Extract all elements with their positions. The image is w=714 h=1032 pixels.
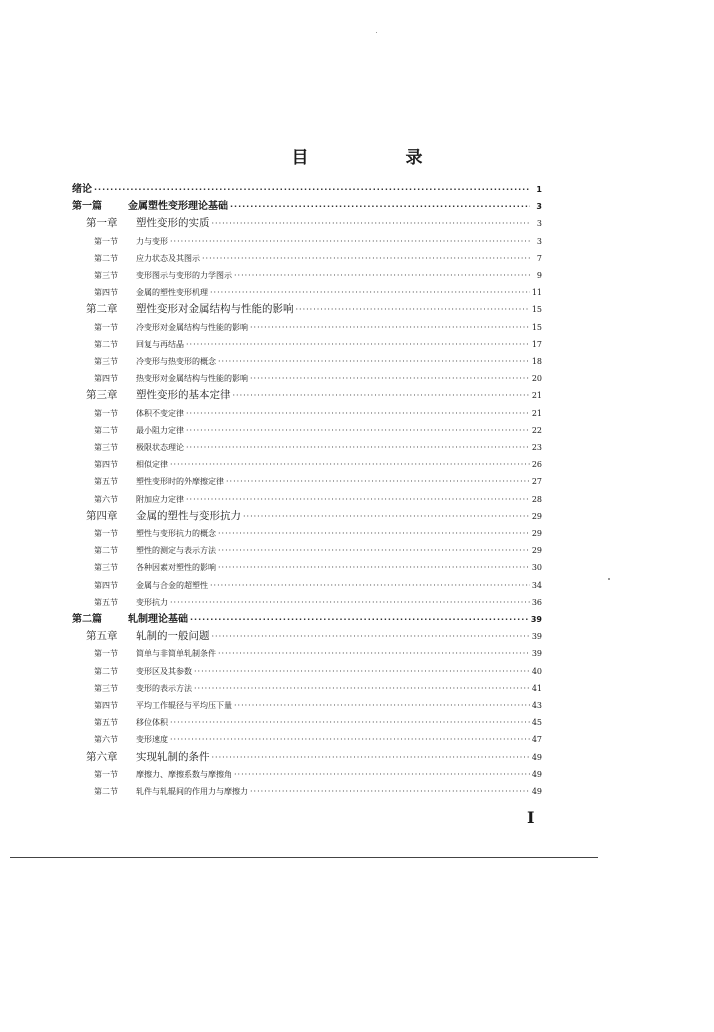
dot-leader <box>212 215 531 232</box>
toc-entry <box>94 542 542 559</box>
scan-speck <box>376 32 377 33</box>
toc-entry-page: 3 <box>536 202 542 212</box>
toc-entry-label <box>94 456 168 473</box>
toc-entry-page: 15 <box>531 322 542 332</box>
toc-entry-page: 45 <box>531 718 542 728</box>
toc-entry-page: 26 <box>531 460 542 470</box>
toc-entry-title: 移位体积 <box>136 718 168 728</box>
toc-entry-label <box>94 731 168 748</box>
dot-leader <box>212 628 530 645</box>
toc-entry-title: 变形图示与变形的力学图示 <box>136 271 232 280</box>
toc-entry-label <box>94 353 216 370</box>
toc-entry-title: 塑性变形的基本定律 <box>136 389 231 402</box>
page-folio: I <box>527 808 535 827</box>
toc-entry-number: 第五节 <box>94 718 118 728</box>
toc-entry-title: 应力状态及其图示 <box>136 253 200 263</box>
toc-entry-title: 塑性变形的实质 <box>136 217 210 230</box>
toc-entry <box>94 577 542 594</box>
toc-entry <box>94 680 542 697</box>
toc-entry-label <box>72 181 92 198</box>
toc-entry-label <box>94 422 184 439</box>
toc-entry-number: 第三节 <box>94 443 118 452</box>
toc-entry-title: 回复与再结晶 <box>136 339 184 349</box>
toc-entry-page: 7 <box>536 253 542 263</box>
toc-entry-page: 21 <box>531 391 542 401</box>
toc-entry-number: 第四节 <box>94 288 118 298</box>
toc-entry-number: 第五章 <box>86 630 118 643</box>
dot-leader <box>250 319 530 336</box>
toc-entry-number: 第一节 <box>94 322 118 332</box>
toc-entry-page: 20 <box>531 374 542 384</box>
toc-entry-page: 21 <box>531 408 542 418</box>
dot-leader <box>243 508 530 525</box>
scan-speck <box>608 578 610 580</box>
toc-entry-number: 第三节 <box>94 683 118 693</box>
toc-entry-title: 轧制的一般问题 <box>136 630 210 643</box>
toc-entry-title: 冷变形对金属结构与性能的影响 <box>136 322 248 332</box>
dot-leader <box>170 594 530 611</box>
toc-entry-number: 第三节 <box>94 563 118 573</box>
toc-entry-label <box>94 680 192 697</box>
toc-entry-number: 第一节 <box>94 649 118 659</box>
toc-entry-number: 第四节 <box>94 701 118 710</box>
dot-leader <box>94 181 530 198</box>
toc-entry-title: 极限状态理论 <box>136 443 184 452</box>
toc-entry-page: 29 <box>531 511 542 521</box>
toc-entry-page: 41 <box>531 683 542 693</box>
toc-entry-label <box>72 198 228 215</box>
toc-entry-label <box>94 250 200 267</box>
toc-entry-label <box>94 473 224 490</box>
toc-entry-number: 第一章 <box>86 217 118 230</box>
dot-leader <box>250 370 530 387</box>
toc-entry-label <box>94 783 248 800</box>
toc-entry-label <box>94 697 232 714</box>
dot-leader <box>212 749 530 766</box>
toc-entry-label <box>94 577 208 594</box>
toc-entry-label <box>94 319 248 336</box>
toc-entry-page: 17 <box>531 339 542 349</box>
toc-entry-page: 34 <box>531 580 542 590</box>
toc-entry-number: 绪论 <box>72 184 92 195</box>
toc-entry <box>94 250 542 267</box>
toc-entry-number: 第一节 <box>94 529 118 538</box>
toc-entry-title: 摩擦力、摩擦系数与摩擦角 <box>136 769 232 779</box>
dot-leader <box>218 353 530 370</box>
toc-entry <box>86 628 542 645</box>
toc-entry-number: 第二节 <box>94 666 118 676</box>
toc-entry-label <box>86 628 210 645</box>
toc-entry-number: 第二篇 <box>72 614 102 625</box>
toc-entry-page: 43 <box>531 701 542 710</box>
toc-entry-page: 47 <box>531 735 542 745</box>
toc-entry-title: 变形区及其参数 <box>136 666 192 676</box>
toc-entry-title: 体积不变定律 <box>136 408 184 418</box>
dot-leader <box>170 233 530 250</box>
toc-entry-number: 第一节 <box>94 408 118 418</box>
toc-entry <box>94 663 542 680</box>
toc-entry-label <box>94 525 216 542</box>
dot-leader <box>194 663 530 680</box>
toc-entry <box>94 731 542 748</box>
toc-entry-title: 相似定律 <box>136 460 168 470</box>
toc-entry <box>86 301 542 318</box>
toc-entry-page: 49 <box>531 752 542 762</box>
toc-entry-title: 轧件与轧辊间的作用力与摩擦力 <box>136 787 248 796</box>
toc-entry-number: 第一篇 <box>72 201 102 213</box>
toc-entry-title: 简单与非简单轧制条件 <box>136 649 216 659</box>
toc-entry-label <box>94 405 184 422</box>
toc-entry-page: 15 <box>531 305 542 315</box>
toc-entry-label <box>94 284 208 301</box>
toc-entry-page: 39 <box>530 615 542 624</box>
dot-leader <box>186 336 530 353</box>
toc-entry-page: 49 <box>531 787 542 796</box>
toc-entry-title: 塑性变形对金属结构与性能的影响 <box>136 303 294 316</box>
toc-entry-page: 29 <box>531 529 542 538</box>
toc-entry-title: 变形抗力 <box>136 597 168 607</box>
toc-entry-number: 第二节 <box>94 546 118 556</box>
toc-entry-label <box>72 611 188 628</box>
toc-entry-title: 实现轧制的条件 <box>136 750 210 763</box>
toc-entry <box>94 714 542 731</box>
toc-entry <box>94 766 542 783</box>
toc-entry-number: 第二节 <box>94 787 118 796</box>
dot-leader <box>170 714 530 731</box>
dot-leader <box>234 267 530 284</box>
toc-entry-title: 各种因素对塑性的影响 <box>136 563 216 573</box>
toc-entry <box>94 405 542 422</box>
toc-entry-label <box>86 508 241 525</box>
toc-entry-page: 1 <box>536 185 542 194</box>
dot-leader <box>186 422 530 439</box>
toc-entry <box>72 611 542 628</box>
dot-leader <box>296 301 530 318</box>
toc-entry-title: 金属与合金的超塑性 <box>136 580 208 590</box>
toc-entry-label <box>94 594 168 611</box>
toc-entry-page: 40 <box>531 666 542 676</box>
toc-entry <box>94 697 542 714</box>
toc-entry-title: 平均工作辊径与平均压下量 <box>136 701 232 710</box>
toc-entry-label <box>94 559 216 576</box>
dot-leader <box>170 731 530 748</box>
toc-entry <box>86 387 542 404</box>
toc-entry-title: 变形的表示方法 <box>136 683 192 693</box>
toc-entry <box>94 336 542 353</box>
toc-entry <box>94 645 542 662</box>
toc-entry-title: 附加应力定律 <box>136 494 184 504</box>
dot-leader <box>218 525 530 542</box>
dot-leader <box>233 387 530 404</box>
toc-entry <box>94 491 542 508</box>
toc-entry-label <box>94 714 168 731</box>
toc-entry-page: 3 <box>536 236 542 246</box>
toc-entry <box>94 783 542 800</box>
dot-leader <box>202 250 530 267</box>
dot-leader <box>218 559 530 576</box>
toc-entry-number: 第六节 <box>94 494 118 504</box>
toc-entry-label <box>94 267 232 284</box>
toc-entry-number: 第一节 <box>94 236 118 246</box>
toc-entry-title: 变形速度 <box>136 735 168 745</box>
dot-leader <box>218 542 530 559</box>
toc-entry-number: 第四章 <box>86 509 118 522</box>
toc-entry-page: 23 <box>531 443 542 452</box>
toc-entry <box>94 422 542 439</box>
toc-entry-page: 29 <box>531 546 542 556</box>
toc-entry-label <box>86 387 231 404</box>
toc-entry-number: 第三节 <box>94 271 118 280</box>
dot-leader <box>218 645 530 662</box>
toc-entry-label <box>94 336 184 353</box>
toc-entry-page: 30 <box>531 563 542 573</box>
toc-entry <box>94 456 542 473</box>
toc-entry-page: 9 <box>536 271 542 280</box>
toc-entry-number: 第六章 <box>86 750 118 763</box>
toc-entry-label <box>94 233 168 250</box>
toc-entry-number: 第二节 <box>94 425 118 435</box>
page-title: 目 录 <box>291 148 463 168</box>
toc-entry <box>94 525 542 542</box>
dot-leader <box>230 198 530 215</box>
toc-entry-title: 冷变形与热变形的概念 <box>136 357 216 366</box>
toc-entry <box>94 439 542 456</box>
dot-leader <box>186 405 530 422</box>
toc-entry-title: 轧制理论基础 <box>128 614 188 625</box>
toc-entry <box>94 267 542 284</box>
toc-entry-label <box>94 439 184 456</box>
dot-leader <box>226 473 530 490</box>
toc-entry-page: 3 <box>536 219 542 229</box>
toc-entry-number: 第四节 <box>94 580 118 590</box>
toc-entry-label <box>86 749 210 766</box>
dot-leader <box>190 611 529 628</box>
toc-entry-label <box>86 215 210 232</box>
toc-entry-label <box>94 542 216 559</box>
toc-entry-label <box>94 370 248 387</box>
toc-entry-label <box>94 491 184 508</box>
toc-entry-label <box>94 663 192 680</box>
toc-entry-label <box>94 766 232 783</box>
toc-entry-number: 第五节 <box>94 477 118 487</box>
toc-entry-number: 第四节 <box>94 374 118 384</box>
toc-entry <box>86 508 542 525</box>
toc-entry-number: 第三节 <box>94 357 118 366</box>
toc-entry-title: 热变形对金属结构与性能的影响 <box>136 374 248 384</box>
toc-entry-page: 11 <box>531 288 542 298</box>
dot-leader <box>170 456 530 473</box>
toc-entry-number: 第二章 <box>86 303 118 316</box>
toc-entry <box>72 198 542 215</box>
toc-entry <box>94 233 542 250</box>
toc-entry-title: 塑性与变形抗力的概念 <box>136 529 216 538</box>
dot-leader <box>250 783 530 800</box>
dot-leader <box>210 577 530 594</box>
toc-entry <box>86 749 542 766</box>
toc-entry-page: 22 <box>531 425 542 435</box>
dot-leader <box>186 439 530 456</box>
toc-entry-title: 金属的塑性与变形抗力 <box>136 509 241 522</box>
toc-entry-title: 塑性变形时的外摩擦定律 <box>136 477 224 487</box>
toc-entry <box>94 319 542 336</box>
toc-entry-label <box>86 301 294 318</box>
toc-entry-number: 第一节 <box>94 769 118 779</box>
toc-entry-number: 第五节 <box>94 597 118 607</box>
dot-leader <box>210 284 530 301</box>
toc-entry <box>86 215 542 232</box>
toc-entry-page: 28 <box>531 494 542 504</box>
toc-entry <box>94 353 542 370</box>
toc-entry-number: 第二节 <box>94 253 118 263</box>
toc-entry-page: 18 <box>531 357 542 366</box>
toc-entry-page: 36 <box>531 597 542 607</box>
dot-leader <box>234 766 530 783</box>
toc-entry-label <box>94 645 216 662</box>
toc-entry-number: 第六节 <box>94 735 118 745</box>
toc-entry-title: 塑性的测定与表示方法 <box>136 546 216 556</box>
toc-entry-number: 第三章 <box>86 389 118 402</box>
toc-entry-title: 金属塑性变形理论基础 <box>128 201 228 213</box>
scan-edge-line <box>10 857 598 858</box>
dot-leader <box>194 680 530 697</box>
toc-entry <box>94 473 542 490</box>
toc-entry <box>94 594 542 611</box>
toc-entry-title: 金属的塑性变形机理 <box>136 288 208 298</box>
toc-entry-page: 49 <box>531 769 542 779</box>
toc-entry <box>94 370 542 387</box>
toc-entry <box>94 559 542 576</box>
dot-leader <box>186 491 530 508</box>
toc-entry-page: 39 <box>531 632 542 642</box>
toc-entry-number: 第二节 <box>94 339 118 349</box>
dot-leader <box>234 697 530 714</box>
toc-entry <box>94 284 542 301</box>
toc-entry-title: 最小阻力定律 <box>136 425 184 435</box>
toc-entry <box>72 181 542 198</box>
toc-entry-title: 力与变形 <box>136 236 168 246</box>
toc-entry-page: 27 <box>531 477 542 487</box>
toc-entry-number: 第四节 <box>94 460 118 470</box>
toc-entry-page: 39 <box>531 649 542 659</box>
